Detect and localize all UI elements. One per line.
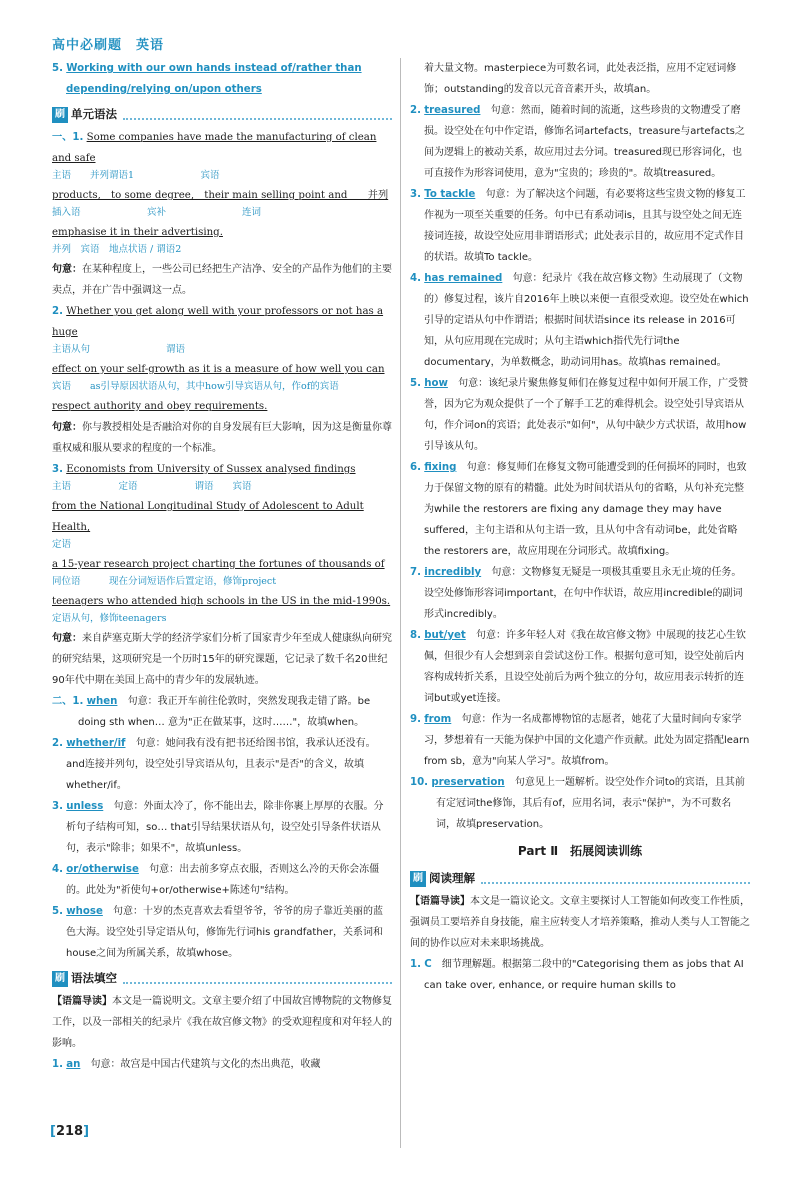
sentence-line: emphasise it in their advertising.: [52, 227, 223, 238]
dotted-rule: [123, 110, 392, 120]
explanation: 句意见上一题解析。设空处作介词to的宾语，且其前有定冠词the修饰，其后有of，应用名词，表示"保护"，为不可数名词，故填preservation。: [436, 777, 745, 830]
answer: how: [424, 378, 448, 389]
grammar-annotation: 主语 并列谓语1 宾语: [52, 170, 220, 181]
explanation: 句意：作为一名成都博物馆的志愿者，她花了大量时间向专家学习，梦想着有一天能为保护中国的文化遗产作贡献。此处为固定搭配learn from sb，意为"向某人学习"。故填from。: [424, 714, 750, 767]
answer-item: [410, 184, 750, 268]
section-title: 单元语法: [71, 107, 117, 121]
answer-item: [410, 268, 750, 373]
explanation: 句意：十岁的杰克喜欢去看望爷爷，爷爷的房子靠近美丽的蓝色大海。设空处引导定语从句，修饰先行词his grandfather，关系词和house之间为所属关系，故填whose。: [66, 906, 384, 959]
item-number: 9.: [410, 714, 421, 725]
grammar-annotation: 定语从句，修饰teenagers: [52, 613, 167, 624]
item-number: 3.: [52, 801, 63, 812]
sentence-line: respect authority and obey requirements.: [52, 401, 268, 412]
answer: an: [66, 1059, 81, 1070]
answer: treasured: [424, 105, 481, 116]
answer-item: [410, 772, 750, 835]
answer-item: [52, 733, 392, 796]
translation: [52, 259, 392, 301]
section-title: 阅读理解: [429, 871, 475, 885]
column-divider: [400, 58, 401, 1148]
answer-item: [410, 709, 750, 772]
item-number: 1.: [52, 1059, 63, 1070]
explanation: 句意：纪录片《我在故宫修文物》生动展现了（文物的）修复过程，该片自2016年上映以来便一直很受欢迎。设空处在which引导的定语从句中作谓语；根据时间状语since its release in 2016可知，从句应用现在完成时；从句主语which指代先行词the documentary，为单数概念，助动词用has。故填has remained。: [424, 273, 749, 368]
item-number: 5.: [410, 378, 421, 389]
answer-item: [410, 954, 750, 996]
answer-item: [410, 562, 750, 625]
right-column: [410, 58, 750, 996]
page-number: [218]: [50, 1124, 90, 1139]
item-number: 8.: [410, 630, 421, 641]
section-tag: 刷: [52, 971, 68, 987]
grammar-annotation: 同位语 现在分词短语作后置定语，修饰project: [52, 576, 277, 587]
explanation: 细节理解题。根据第二段中的"Categorising them as jobs that AI can take over, enhance, or require human skills to: [424, 959, 744, 991]
section-grammar-fill: [52, 968, 392, 989]
item-number: 6.: [410, 462, 421, 473]
section-tag: 刷: [52, 107, 68, 123]
translation-text: 在某种程度上，一些公司已经把生产洁净、安全的产品作为他们的主要卖点，并在广告中强调这一点。: [52, 264, 392, 296]
answer-item: [410, 625, 750, 709]
answer: from: [424, 714, 452, 725]
item-number: 二、1.: [52, 696, 84, 707]
answer: but/yet: [424, 630, 466, 641]
answer-item: [410, 373, 750, 457]
guide-text: 本文是一篇议论文。文章主要探讨人工智能如何改变工作性质，强调员工要培养自身技能，雇主应转变人才培养策略，推动人类与人工智能之间的协作以应对未来职场挑战。: [410, 896, 750, 949]
part-heading: Part Ⅱ 拓展阅读训练: [517, 844, 643, 858]
answer-item: [52, 859, 392, 901]
answer-item: [52, 796, 392, 859]
page-header: 高中必刷题 英语: [52, 38, 165, 53]
grammar-annotation: 定语: [52, 539, 72, 550]
explanation: 句意：该纪录片聚焦修复师们在修复过程中如何开展工作，广受赞誉，因为它为观众提供了一个了解手工艺的难得机会。设空处引导宾语从句，作介词on的宾语；此处表示"如何"，从句中缺少方式状语，故用how引导该从句。: [424, 378, 749, 452]
item-number: 一、1.: [52, 132, 84, 143]
guide-label: 【语篇导读】: [52, 996, 112, 1007]
grammar-annotation: 并列 宾语 地点状语 / 谓语2: [52, 244, 182, 255]
answer: unless: [66, 801, 104, 812]
answer: or/otherwise: [66, 864, 139, 875]
sentence-line: teenagers who attended high schools in the US in the mid-1990s.: [52, 596, 391, 607]
item-number: 1.: [410, 959, 421, 970]
section-title: 语法填空: [71, 971, 117, 985]
section-reading: [410, 868, 750, 889]
passage-guide: [52, 991, 392, 1054]
answer-item: [410, 457, 750, 562]
translation-text: 来自萨塞克斯大学的经济学家们分析了国家青少年至成人健康纵向研究的研究结果，这项研究是一个历时15年的研究课题，它记录了数千名20世纪90年代中期在美国上高中的青少年的发展轨迹。: [52, 633, 392, 686]
explanation: 句意：许多年轻人对《我在故宫修文物》中展现的技艺心生钦佩，但很少有人会想到亲自尝试这份工作。根据句意可知，设空处前后内容构成转折关系，且设空处前后为两个独立的分句，故应用表示转折的连词but或yet连接。: [424, 630, 746, 704]
translation: [52, 417, 392, 459]
explanation: 句意：文物修复无疑是一项极其重要且永无止境的任务。设空处修饰形容词important，在句中作状语，故应用incredible的副词形式incredibly。: [424, 567, 743, 620]
item-5: [52, 58, 392, 100]
translation: [52, 628, 392, 691]
sentence-line: Some companies have made the manufacturing of clean and safe: [52, 132, 377, 164]
answer: incredibly: [424, 567, 482, 578]
sentence-line: Economists from University of Sussex analysed findings: [66, 464, 356, 475]
sentence-line: a 15-year research project charting the fortunes of thousands of: [52, 559, 385, 570]
grammar-annotation: 宾语 as引导原因状语从句，其中how引导宾语从句，作of的宾语: [52, 381, 339, 392]
page-number-value: 218: [55, 1124, 84, 1139]
translation-label: 句意：: [52, 633, 82, 644]
item-number: 2.: [410, 105, 421, 116]
answer: Working with our own hands instead of/rather than depending/relying on/upon others: [66, 63, 362, 95]
section-tag: 刷: [410, 871, 426, 887]
item-number: 5.: [52, 906, 63, 917]
explanation: 句意：出去前多穿点衣服，否则这么冷的天你会冻僵的。此处为"祈使句+or/otherwise+陈述句"结构。: [66, 864, 380, 896]
grammar-annotation: 主语从句 谓语: [52, 344, 186, 355]
section-unit-grammar: [52, 104, 392, 125]
answer: whose: [66, 906, 103, 917]
explanation-continued: 着大量文物。masterpiece为可数名词，此处表泛指，应用不定冠词修饰；outstanding的发音以元音音素开头，故填an。: [424, 63, 737, 95]
grammar-annotation: 主语 定语 谓语 宾语: [52, 481, 252, 492]
item-number: 5.: [52, 63, 63, 74]
left-column: [52, 58, 392, 1075]
explanation: 句意：为了解决这个问题，有必要将这些宝贵文物的修复工作视为一项至关重要的任务。句中已有系动词is，且其与设空处之间无连接词连接，故设空处应用非谓语形式；此处表示目的，故应用不定式作目的状语。故填To tackle。: [424, 189, 746, 263]
item-number: 7.: [410, 567, 421, 578]
answer: whether/if: [66, 738, 126, 749]
answer-item: [52, 691, 392, 733]
answer: when: [86, 696, 118, 707]
explanation: 句意：然而，随着时间的流逝，这些珍贵的文物遭受了磨损。设空处在句中作定语，修饰名词artefacts，treasure与artefacts之间为逻辑上的被动关系，故应用过去分词。treasured现已形容词化，也可直接作为形容词使用，意为"宝贵的；珍贵的"。故填treasured。: [424, 105, 745, 179]
answer: To tackle: [424, 189, 476, 200]
item-number: 4.: [410, 273, 421, 284]
item-number: 10.: [410, 777, 429, 788]
guide-label: 【语篇导读】: [410, 896, 470, 907]
sentence-line: Whether you get along well with your professors or not has a huge: [52, 306, 384, 338]
answer-item: [52, 901, 392, 964]
answer: C: [424, 959, 432, 970]
answer: preservation: [431, 777, 505, 788]
dotted-rule: [481, 874, 750, 884]
item-number: 3.: [52, 464, 63, 475]
dotted-rule: [123, 974, 392, 984]
sentence-analysis-3: [52, 459, 392, 691]
sentence-line: from the National Longitudinal Study of Adolescent to Adult Health,: [52, 501, 364, 533]
explanation: 句意：故宫是中国古代建筑与文化的杰出典范，收藏: [90, 1059, 321, 1070]
item-number: 2.: [52, 306, 63, 317]
sentence-line: effect on your self-growth as it is a measure of how well you can: [52, 364, 385, 375]
item-number: 2.: [52, 738, 63, 749]
passage-guide: [410, 891, 750, 954]
sentence-analysis-1: [52, 127, 392, 301]
explanation: 句意：修复师们在修复文物可能遭受到的任何损坏的同时，也致力于保留文物的原有的精髓。此处为时间状语从句的省略，从句补充完整为while the restorers are fixing any damage they may have suffered，主句主语和从句主语一致，且从句中含有动词be，此处省略the restorers are，故应用现在分词形式。故填fixing。: [424, 462, 747, 557]
translation-text: 你与教授相处是否融洽对你的自身发展有巨大影响，因为这是衡量你尊重权威和服从要求的程度的一个标准。: [52, 422, 392, 454]
explanation: 句意：我正开车前往伦敦时，突然发现我走错了路。be doing sth when… 意为"正在做某事，这时……"，故填when。: [78, 696, 371, 728]
translation-label: 句意：: [52, 422, 82, 433]
grammar-annotation: 插入语 宾补 连词: [52, 207, 262, 218]
explanation: 句意：外面太冷了，你不能出去，除非你裹上厚厚的衣服。分析句子结构可知，so… that引导结果状语从句，设空处引导条件状语从句，表示"除非；如果不"，故填unless。: [66, 801, 384, 854]
sentence-analysis-2: [52, 301, 392, 459]
answer: fixing: [424, 462, 457, 473]
answer: has remained: [424, 273, 503, 284]
guide-text: 本文是一篇说明文。文章主要介绍了中国故宫博物院的文物修复工作，以及一部相关的纪录片《我在故宫修文物》的受欢迎程度和对年轻人的影响。: [52, 996, 392, 1049]
item-number: 4.: [52, 864, 63, 875]
answer-item: [52, 1054, 392, 1075]
item-number: 3.: [410, 189, 421, 200]
answer-item: [410, 100, 750, 184]
explanation: 句意：她问我有没有把书还给图书馆，我承认还没有。and连接并列句，设空处引导宾语从句，且表示"是否"的含义，故填whether/if。: [66, 738, 376, 791]
sentence-line: products, to some degree, their main selling point and 并列: [52, 190, 389, 201]
translation-label: 句意：: [52, 264, 82, 275]
